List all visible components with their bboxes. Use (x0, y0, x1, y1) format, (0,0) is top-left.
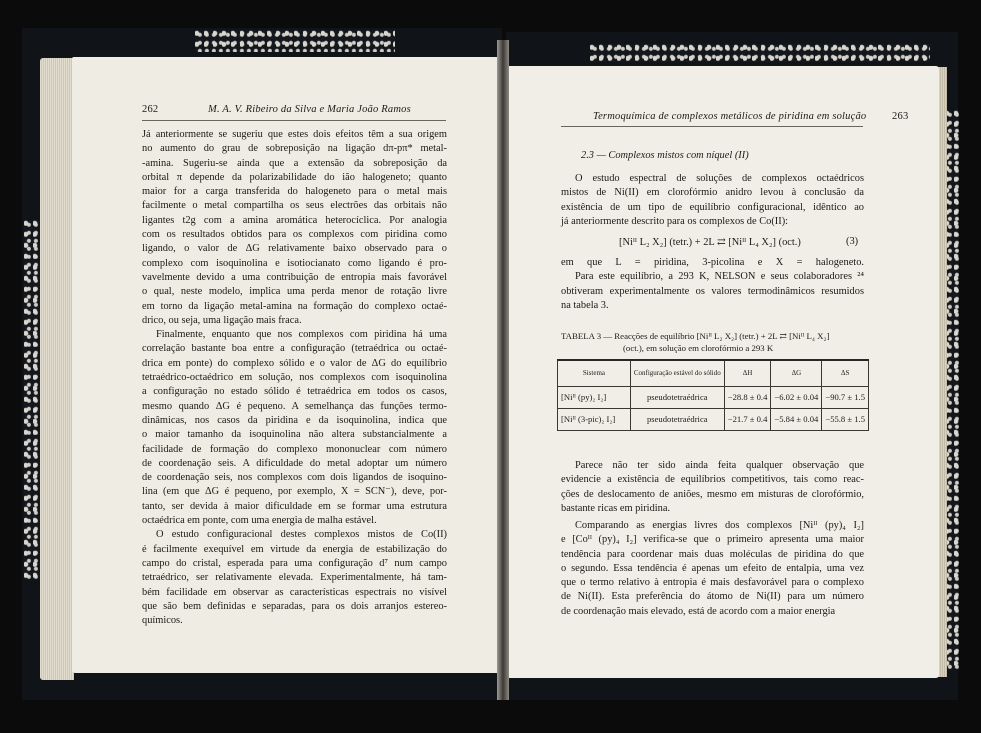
text-line: campo do cristal, esperada para uma configuração d⁷ num campo (142, 557, 447, 569)
paragraph (561, 172, 864, 229)
text-line: tanto, ser devida à maior dificuldade em se formar uma estrutura (142, 500, 447, 512)
text-line: de coordenação seis, nos complexos com dois ligandos de isoquino- (142, 472, 447, 484)
book-gutter (497, 40, 509, 700)
text-line: drico, ou seja, uma ligação mais fraca. (142, 314, 302, 326)
text-line: obtiveram experimentalmente os valores termodinâmicos resumidos (561, 285, 864, 297)
text-line: mistos de Ni(II) em clorofórmio anidro levou à conclusão da (561, 187, 864, 199)
text-line: e [Coᴵᴵ (py)₄ I₂] verifica-se que o primeiro apresenta uma maior (561, 534, 864, 546)
text-line: bém facilidade em observar as características espectrais no visível (142, 586, 447, 598)
text-line: ligando, o valor de ΔG relativamente baixo observado para o (142, 243, 447, 255)
text-line: que o termo relativo à entropia é mais desfavorável para o complexo (561, 577, 864, 589)
text-line: vavelmente devido a uma contribuição de entropia mais favorável (142, 271, 447, 283)
text-line: no aumento do grau de sobreposição na ligação dπ-pπ* metal- (142, 143, 447, 155)
text-line: de Ni(II). Esta preferência do átomo de Ni(II) para um número (561, 591, 864, 603)
text-line: orbital π depende da polarizabilidade do ião halogeneto; quanto (142, 171, 447, 183)
text-line: lina (em que ΔG é pequeno, por exemplo, X = SCN⁻), deve, por- (142, 486, 447, 498)
text-line: a configuração no estado sólido é tetraédrica em todos os casos, (142, 386, 447, 398)
running-head-right (593, 111, 908, 122)
table-header-cell: Sistema (558, 360, 631, 386)
paragraph (142, 528, 447, 628)
paragraph-observation (561, 459, 864, 516)
table-cell: −55.8 ± 1.5 (822, 408, 869, 430)
table-caption-line2: (oct.), em solução em clorofórmio a 293 K (623, 343, 774, 353)
header-rule (142, 120, 446, 121)
paragraph (561, 459, 864, 516)
text-line: Para este equilíbrio, a 293 K, NELSON e seus colaboradores ²⁴ (575, 271, 864, 283)
text-line: ções de deslocamento de aniões, mesmo em misturas de clorofórmio, (561, 488, 864, 500)
left-page (72, 57, 497, 673)
text-line: tetraédrico, ser relativamente elevada. Experimentalmente, há tam- (142, 572, 447, 584)
equation-body: [Niᴵᴵ L₂ X₂] (tetr.) + 2L ⇄ [Niᴵᴵ L₄ X₂] (oct.) (619, 237, 801, 248)
table-header-row (558, 360, 869, 386)
page-stack-left (40, 58, 74, 680)
header-rule (561, 126, 863, 127)
text-line: na tabela 3. (561, 299, 609, 311)
text-line: em torno da ligação metal-amina na formação do complexo octaé- (142, 300, 447, 312)
table-caption-line1: TABELA 3 — Reacções de equilíbrio [Niᴵᴵ L₂ X₂] (tetr.) + 2L ⇄ [Niᴵᴵ L₄ X₂] (561, 331, 830, 341)
text-line: maior for a carga transferida do halogeneto para o metal mais (142, 186, 447, 198)
text-line: já anteriormente descrito para os complexos de Co(II): (561, 215, 789, 227)
text-line: Já anteriormente se sugeriu que estes dois efeitos têm a sua origem (142, 129, 447, 140)
table-header-cell: Configuração estável do sólido (630, 360, 724, 386)
text-line: Comparando as energias livres dos complexos [Niᴵᴵ (py)₄ I₂] (575, 520, 864, 531)
text-line: evidencie a existência de equilíbrios competitivos, tais como reac- (561, 474, 864, 486)
table-header-cell: ΔS (822, 360, 869, 386)
text-line: de coordenação seis. A dificuldade do metal adoptar um número (142, 457, 447, 469)
text-line: é facilmente exequível em virtude da energia de estabilização do (142, 543, 447, 555)
text-line: existência de um tipo de equilíbrio configuracional, idêntico ao (561, 201, 864, 213)
text-line: correlação bastante boa entre a configuração (tetraédrica ou octaé- (142, 343, 447, 355)
page-number: 263 (892, 111, 909, 122)
text-line: facilidade de formação do complexo mononuclear com número (142, 443, 447, 455)
marbled-endpaper-right-edge (945, 110, 959, 670)
marbled-endpaper-top-right (590, 44, 930, 62)
table-row (558, 386, 869, 408)
text-line: bastante ricas em piridina. (561, 502, 671, 514)
text-line: em que L = piridina, 3-picolina e X = halogeneto. (561, 257, 864, 268)
text-line: tetraédrico-octaédrico em solução, nos complexos com isoquinolina (142, 372, 447, 384)
table-cell: −6.02 ± 0.04 (771, 386, 822, 408)
table-header-cell: ΔH (724, 360, 771, 386)
text-line: drica em ponte) do complexo sólido e o valor de ΔG do equilíbrio (142, 357, 447, 369)
paragraph-nelson (561, 256, 864, 313)
table-cell: pseudotetraédrica (630, 386, 724, 408)
marbled-endpaper-top-left (195, 30, 395, 52)
paragraph (142, 128, 447, 328)
equation-number: (3) (846, 236, 859, 247)
running-head-left (142, 104, 411, 115)
text-line: -amina. Sugeriu-se ainda que a extensão da sobreposição da (142, 157, 447, 169)
text-line: octaédrica em ponte, com uma energia de malha estável. (142, 515, 377, 527)
table-header-cell: ΔG (771, 360, 822, 386)
text-line: mesmo quando ΔG é pequeno. A semelhança das funções termo- (142, 400, 447, 412)
paragraph (142, 328, 447, 528)
text-line: O estudo espectral de soluções de complexos octaédricos (575, 173, 864, 184)
table-3 (557, 359, 869, 431)
equation-3 (619, 236, 801, 248)
text-line: com os resultados obtidos para os complexos com piridina como (142, 229, 447, 241)
paragraph-intro (561, 172, 864, 229)
table-cell: −90.7 ± 1.5 (822, 386, 869, 408)
table-caption (561, 330, 830, 354)
text-line: Parece não ter sido ainda feita qualquer observação que (575, 460, 864, 471)
table-cell: [Niᴵᴵ (3-pic)₂ I₂] (558, 408, 631, 430)
table-row (558, 408, 869, 430)
text-line: de coordenação mais elevado, está de acordo com a maior energia (561, 605, 836, 617)
text-line: Finalmente, enquanto que nos complexos com piridina há uma (156, 329, 447, 341)
text-line: tendência para coordenar mais duas moléculas de piridina do que (561, 548, 864, 560)
text-line: ligantes t2g com a amina aromática heterocíclica. Por analogia (142, 214, 447, 226)
text-line: dinâmicas, nos casos da piridina e da isoquinolina, indica que (142, 414, 447, 426)
paragraph (561, 519, 864, 619)
text-line: complexo com isoquinolina e isotiocianato como ligando é pro- (142, 257, 447, 269)
table-cell: pseudotetraédrica (630, 408, 724, 430)
left-body-text (142, 128, 447, 628)
section-heading: 2.3 — Complexos mistos com níquel (II) (581, 150, 749, 161)
table-cell: −28.8 ± 0.4 (724, 386, 771, 408)
text-line: químicos. (142, 615, 183, 627)
table-cell: −5.84 ± 0.04 (771, 408, 822, 430)
table-cell: −21.7 ± 0.4 (724, 408, 771, 430)
paragraph (561, 256, 864, 313)
text-line: o segundo. Essa tendência é apenas um efeito de entalpia, uma vez (561, 562, 864, 574)
text-line: O estudo configuracional destes complexos mistos de Co(II) (156, 529, 447, 541)
text-line: que são bem definidas e separadas, para os dois arranjos estereo- (142, 600, 447, 612)
right-page (509, 66, 939, 678)
paragraph-comparison (561, 519, 864, 619)
text-line: facilmente o metal compartilha os seus electrões das orbitais não (142, 200, 447, 212)
table-cell: [Niᴵᴵ (py)₂ I₂] (558, 386, 631, 408)
running-head-text: M. A. V. Ribeiro da Silva e Maria João Ramos (208, 104, 411, 115)
running-head-text: Termoquímica de complexos metálicos de piridina em solução (593, 111, 867, 122)
text-line: o qual, neste modelo, implica uma perda menor de rotação livre (142, 286, 447, 298)
page-number: 262 (142, 104, 159, 115)
text-line: o maior tamanho da isoquinolina não altera substancialmente a (142, 429, 447, 441)
